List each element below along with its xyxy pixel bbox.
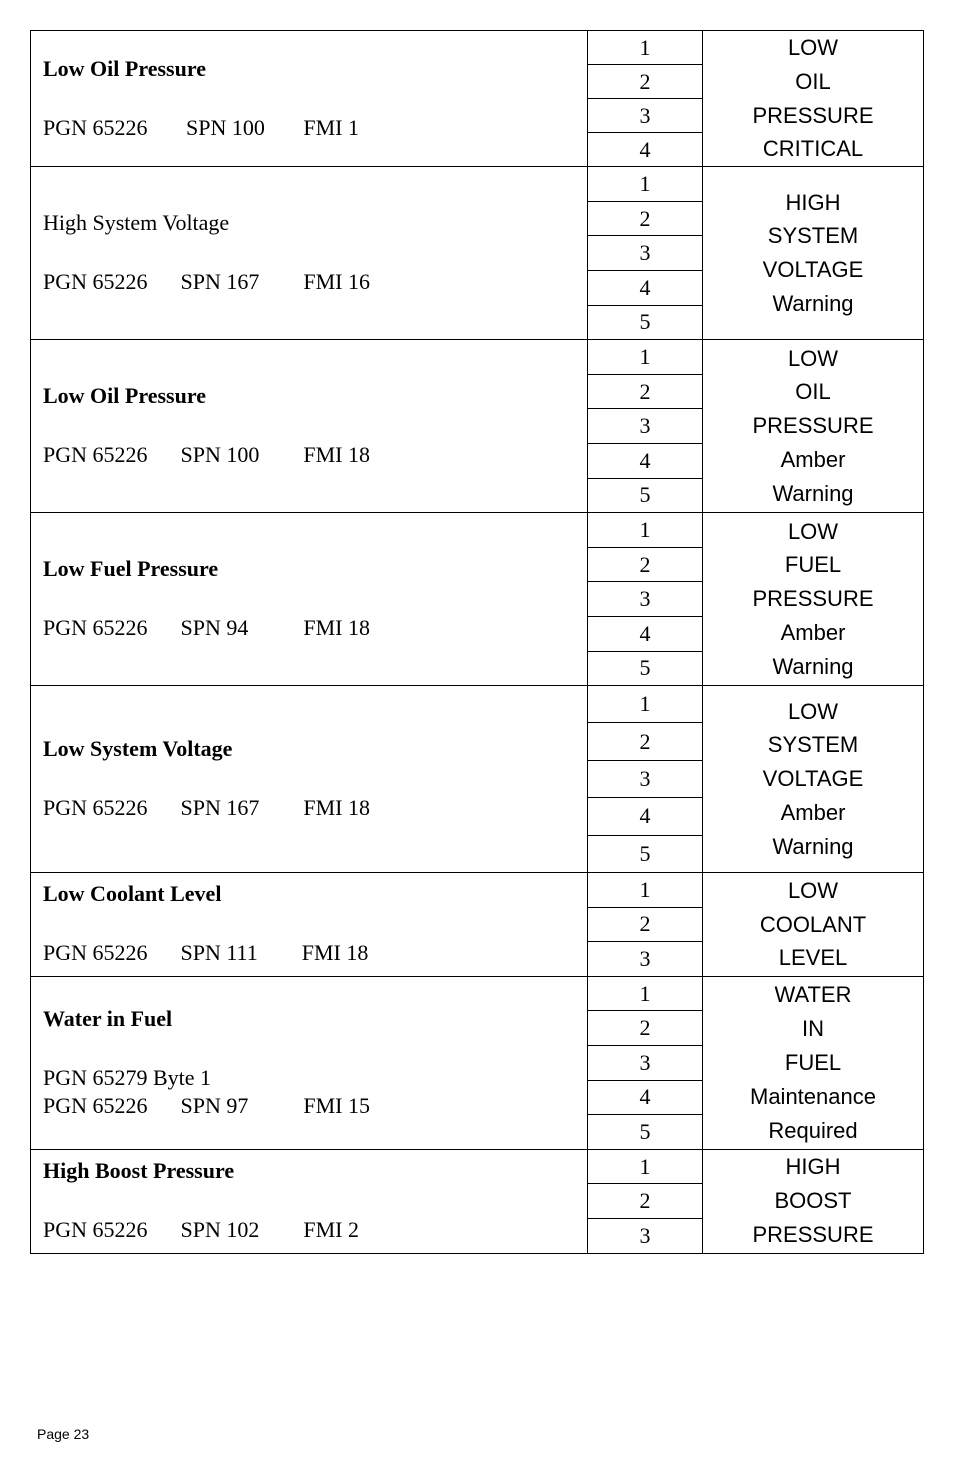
display-message-cell: [703, 167, 924, 340]
fault-code-line: PGN 65226 SPN 94 FMI 18: [43, 615, 370, 641]
table-row: [31, 1149, 924, 1184]
step-number: 1: [588, 340, 703, 375]
display-message-line: COOLANT: [759, 911, 867, 937]
step-number: 1: [588, 513, 703, 548]
table-row: [31, 873, 924, 908]
fault-code-line: PGN 65226 SPN 100 FMI 1: [43, 114, 359, 140]
step-number: 1: [588, 686, 703, 723]
display-message-line: SYSTEM: [767, 732, 859, 758]
fault-code-line: PGN 65226 SPN 167 FMI 18: [43, 795, 370, 821]
fault-name: Low System Voltage: [43, 736, 233, 762]
step-number: 4: [588, 798, 703, 835]
fault-name: Low Oil Pressure: [43, 383, 206, 409]
display-message-line: LOW: [787, 518, 839, 544]
display-message-line: PRESSURE: [752, 413, 874, 439]
fault-code-line: PGN 65226 SPN 111 FMI 18: [43, 940, 369, 966]
fault-code-line: PGN 65279 Byte 1: [43, 1064, 212, 1090]
display-message-cell: [703, 513, 924, 686]
table-row: [31, 686, 924, 723]
page-number: Page 23: [37, 1426, 90, 1442]
step-number: 2: [588, 723, 703, 760]
fault-description-cell: [31, 873, 588, 977]
display-message-line: HIGH: [785, 1154, 841, 1180]
step-number: 2: [588, 374, 703, 409]
step-number: 4: [588, 1080, 703, 1115]
step-number: 4: [588, 443, 703, 478]
display-message-line: LEVEL: [778, 945, 848, 971]
display-message-line: Warning: [772, 480, 854, 506]
fault-name: Low Coolant Level: [43, 881, 222, 907]
fault-code-line: PGN 65226 SPN 100 FMI 18: [43, 442, 370, 468]
display-message-line: PRESSURE: [752, 102, 874, 128]
fault-description-cell: [31, 340, 588, 513]
display-message-line: OIL: [795, 379, 831, 405]
display-message-cell: [703, 686, 924, 873]
display-message-line: LOW: [787, 35, 839, 60]
table-row: [31, 513, 924, 548]
step-number: 2: [588, 547, 703, 582]
table-row: [31, 31, 924, 65]
step-number: 5: [588, 1115, 703, 1150]
step-number: 4: [588, 616, 703, 651]
display-message-line: HIGH: [785, 189, 841, 215]
fault-name: High Boost Pressure: [43, 1158, 235, 1184]
fault-code-line: PGN 65226 SPN 102 FMI 2: [43, 1217, 359, 1243]
fault-description-cell: [31, 31, 588, 167]
table-row: [31, 976, 924, 1011]
step-number: 2: [588, 907, 703, 942]
display-message-line: VOLTAGE: [762, 766, 864, 792]
display-message-cell: [703, 340, 924, 513]
step-number: 1: [588, 976, 703, 1011]
display-message-cell: [703, 976, 924, 1149]
step-number: 5: [588, 305, 703, 340]
display-message-line: FUEL: [784, 1049, 842, 1075]
display-message-line: SYSTEM: [767, 223, 859, 249]
display-message-line: Warning: [772, 653, 854, 679]
display-message-line: Amber: [780, 799, 846, 825]
step-number: 4: [588, 133, 703, 167]
fault-code-line: PGN 65226 SPN 97 FMI 15: [43, 1092, 370, 1118]
display-message-cell: [703, 873, 924, 977]
fault-description-cell: [31, 1149, 588, 1253]
step-number: 3: [588, 582, 703, 617]
fault-name: High System Voltage: [43, 210, 230, 236]
step-number: 3: [588, 1046, 703, 1081]
step-number: 2: [588, 1011, 703, 1046]
fault-code-line: PGN 65226 SPN 167 FMI 16: [43, 269, 370, 295]
step-number: 1: [588, 167, 703, 202]
display-message-line: WATER: [774, 982, 852, 1008]
step-number: 3: [588, 236, 703, 271]
step-number: 4: [588, 270, 703, 305]
display-message-line: CRITICAL: [762, 136, 864, 162]
display-message-line: Warning: [772, 833, 854, 859]
display-message-line: FUEL: [784, 552, 842, 578]
display-message-line: LOW: [787, 877, 839, 903]
display-message-line: Maintenance: [750, 1083, 876, 1109]
display-message-line: VOLTAGE: [762, 257, 864, 283]
fault-description-cell: [31, 976, 588, 1149]
step-number: 2: [588, 201, 703, 236]
step-number: 1: [588, 31, 703, 65]
display-message-line: PRESSURE: [752, 586, 874, 612]
step-number: 3: [588, 760, 703, 797]
display-message-line: BOOST: [774, 1188, 852, 1214]
step-number: 5: [588, 651, 703, 686]
step-number: 3: [588, 1218, 703, 1253]
display-message-line: Amber: [780, 447, 846, 473]
table-row: [31, 340, 924, 375]
fault-code-table: [30, 30, 924, 1254]
step-number: 3: [588, 99, 703, 133]
display-message-line: Required: [768, 1117, 858, 1143]
display-message-line: PRESSURE: [752, 1222, 874, 1248]
step-number: 1: [588, 873, 703, 908]
step-number: 5: [588, 835, 703, 872]
display-message-line: OIL: [795, 68, 831, 94]
step-number: 3: [588, 942, 703, 977]
display-message-line: LOW: [787, 698, 839, 724]
display-message-cell: [703, 31, 924, 167]
fault-description-cell: [31, 513, 588, 686]
display-message-line: LOW: [787, 345, 839, 371]
step-number: 1: [588, 1149, 703, 1184]
step-number: 2: [588, 1184, 703, 1219]
fault-name: Low Fuel Pressure: [43, 556, 219, 582]
fault-description-cell: [31, 167, 588, 340]
display-message-line: Warning: [772, 290, 854, 316]
fault-description-cell: [31, 686, 588, 873]
step-number: 3: [588, 409, 703, 444]
display-message-cell: [703, 1149, 924, 1253]
fault-name: Low Oil Pressure: [43, 55, 206, 81]
table-row: [31, 167, 924, 202]
fault-name: Water in Fuel: [43, 1005, 173, 1031]
display-message-line: Amber: [780, 620, 846, 645]
display-message-line: IN: [802, 1016, 824, 1042]
step-number: 2: [588, 65, 703, 99]
step-number: 5: [588, 478, 703, 513]
